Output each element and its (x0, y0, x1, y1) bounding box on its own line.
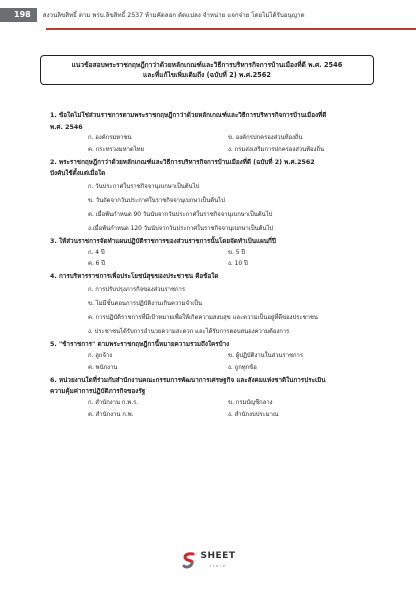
choice-c: ค. สำนักงาน ก.พ. (88, 411, 134, 418)
choice-c: ค. พนักงาน (88, 364, 118, 371)
question-line: 1. ข้อใดไม่ใช่ส่วนราชการตามพระราชกฤษฎีกาว่าด้วยหลักเกณฑ์และวิธีการบริหารกิจการบ้านเมืองที่ดี (50, 112, 327, 119)
choice-b: ข. องค์กรปกครองส่วนท้องถิ่น (228, 135, 303, 141)
choice-d: ง. สำนักงบประมาณ (228, 411, 279, 418)
question-line: พ.ศ. 2546 (50, 123, 83, 131)
question-line: ความคุ้มค่าการปฏิบัติภารกิจของรัฐ (50, 388, 146, 396)
choice-a: ก. การปรับปรุงภารกิจของส่วนราชการ (88, 287, 186, 294)
choice-grid (50, 351, 380, 375)
choice-a: ก. ลูกจ้าง (88, 353, 113, 360)
question-5 (50, 339, 380, 375)
choice-grid (50, 248, 380, 272)
question-line: บังคับใช้ตั้งแต่เมื่อใด (50, 170, 106, 178)
choice-b: ข. กรมบัญชีกลาง (228, 399, 273, 406)
choice-c: ค. 6 ปี (88, 261, 106, 268)
choice-b: ข. 5 ปี (228, 249, 246, 256)
copyright-notice: สงวนลิขสิทธิ์ ตาม พรบ.ลิขสิทธิ์ 2537 ห้ามคัดลอก ดัดแปลง จำหน่าย แจกจ่าย โดยไม่ได้รับอนุญาต (42, 12, 305, 19)
page-footer (0, 548, 416, 574)
choice-grid (50, 133, 380, 157)
question-3 (50, 236, 380, 272)
exam-title-line-1: แนวข้อสอบพระราชกฤษฎีกาว่าด้วยหลักเกณฑ์และวิธีการบริหารกิจการบ้านเมืองที่ดี พ.ศ. 2546 (71, 61, 343, 69)
page-number: 198 (0, 8, 37, 22)
header-divider (46, 28, 416, 30)
choice-c: ค. การปฏิบัติราชการที่มีเป้าหมายเพื่อให้เกิดความสงบสุข และความเป็นอยู่ที่ดีของประชาชน (88, 315, 318, 322)
question-text (50, 157, 380, 180)
choice-d: ง. กรมส่งเสริมการปกครองส่วนท้องถิ่น (228, 146, 325, 153)
choice-a: ก. สำนักงาน ก.พ.ร. (88, 399, 139, 406)
question-text: 5. "ข้าราชการ" ตามพระราชกฤษฎีกานี้หมายความรวมถึงใครบ้าง (50, 341, 230, 349)
choice-b: ข. ผู้ปฏิบัติงานในส่วนราชการ (228, 353, 304, 360)
logo-subtitle: store (209, 563, 227, 568)
choice-d: ง. ประชาชนได้รับการอำนวยความสะดวก และได้รับการตอบสนองความต้องการ (88, 329, 290, 336)
question-text (50, 375, 380, 398)
choice-list (50, 180, 380, 236)
question-list (50, 110, 380, 421)
question-text: 3. ให้ส่วนราชการจัดทำแผนปฏิบัติราชการของส่วนราชการนั้นโดยจัดทำเป็นแผนกี่ปี (50, 237, 276, 245)
question-line: 2. พระราชกฤษฎีกาว่าด้วยหลักเกณฑ์และวิธีการบริหารกิจการบ้านเมืองที่ดี (ฉบับที่ 2) พ.ศ.2562 (50, 158, 315, 166)
sheet-store-logo (181, 552, 236, 570)
choice-list (50, 283, 380, 339)
sheet-logo-icon (181, 552, 197, 570)
question-line: 6. หน่วยงานใดที่ร่วมกับสำนักงานคณะกรรมการพัฒนาการเศรษฐกิจ และสังคมแห่งชาติในการประเมิน (50, 376, 326, 384)
exam-title-box (40, 55, 374, 85)
question-text (50, 110, 380, 133)
question-text: 4. การบริหารราชการเพื่อประโยชน์สุขของประชาชน คือข้อใด (50, 273, 219, 281)
choice-d: ง. 10 ปี (228, 261, 248, 268)
choice-a: ก. องค์กรมหาชน (88, 135, 132, 141)
question-4 (50, 271, 380, 339)
choice-a: ก. วันประกาศในราชกิจจานุเบกษาเป็นต้นไป (88, 183, 200, 190)
logo-wordmark: SHEET (200, 551, 236, 561)
choice-d: ง.เมื่อพ้นกำหนด 120 วันนับจากวันประกาศในราชกิจจานุเบกษาเป็นต้นไป (88, 225, 274, 232)
question-6 (50, 375, 380, 422)
choice-a: ก. 4 ปี (88, 249, 105, 256)
question-2 (50, 157, 380, 236)
choice-b: ข. วันถัดจากวันประกาศในราชกิจจานุเบกษาเป็นต้นไป (88, 197, 225, 204)
choice-d: ง. ถูกทุกข้อ (228, 364, 257, 371)
page-header (0, 0, 416, 24)
choice-c: ค. เมื่อพ้นกำหนด 90 วันนับจากวันประกาศในราชกิจจานุเบกษาเป็นต้นไป (88, 211, 273, 218)
exam-title-line-2: และที่แก้ไขเพิ่มเติมถึง (ฉบับที่ 2) พ.ศ.2562 (143, 71, 271, 79)
choice-c: ค. กระทรวงมหาดไทย (88, 146, 145, 153)
choice-b: ข. ไม่มีขั้นตอนการปฏิบัติงานเกินความจำเป็น (88, 301, 203, 308)
question-1 (50, 110, 380, 157)
choice-grid (50, 398, 380, 422)
